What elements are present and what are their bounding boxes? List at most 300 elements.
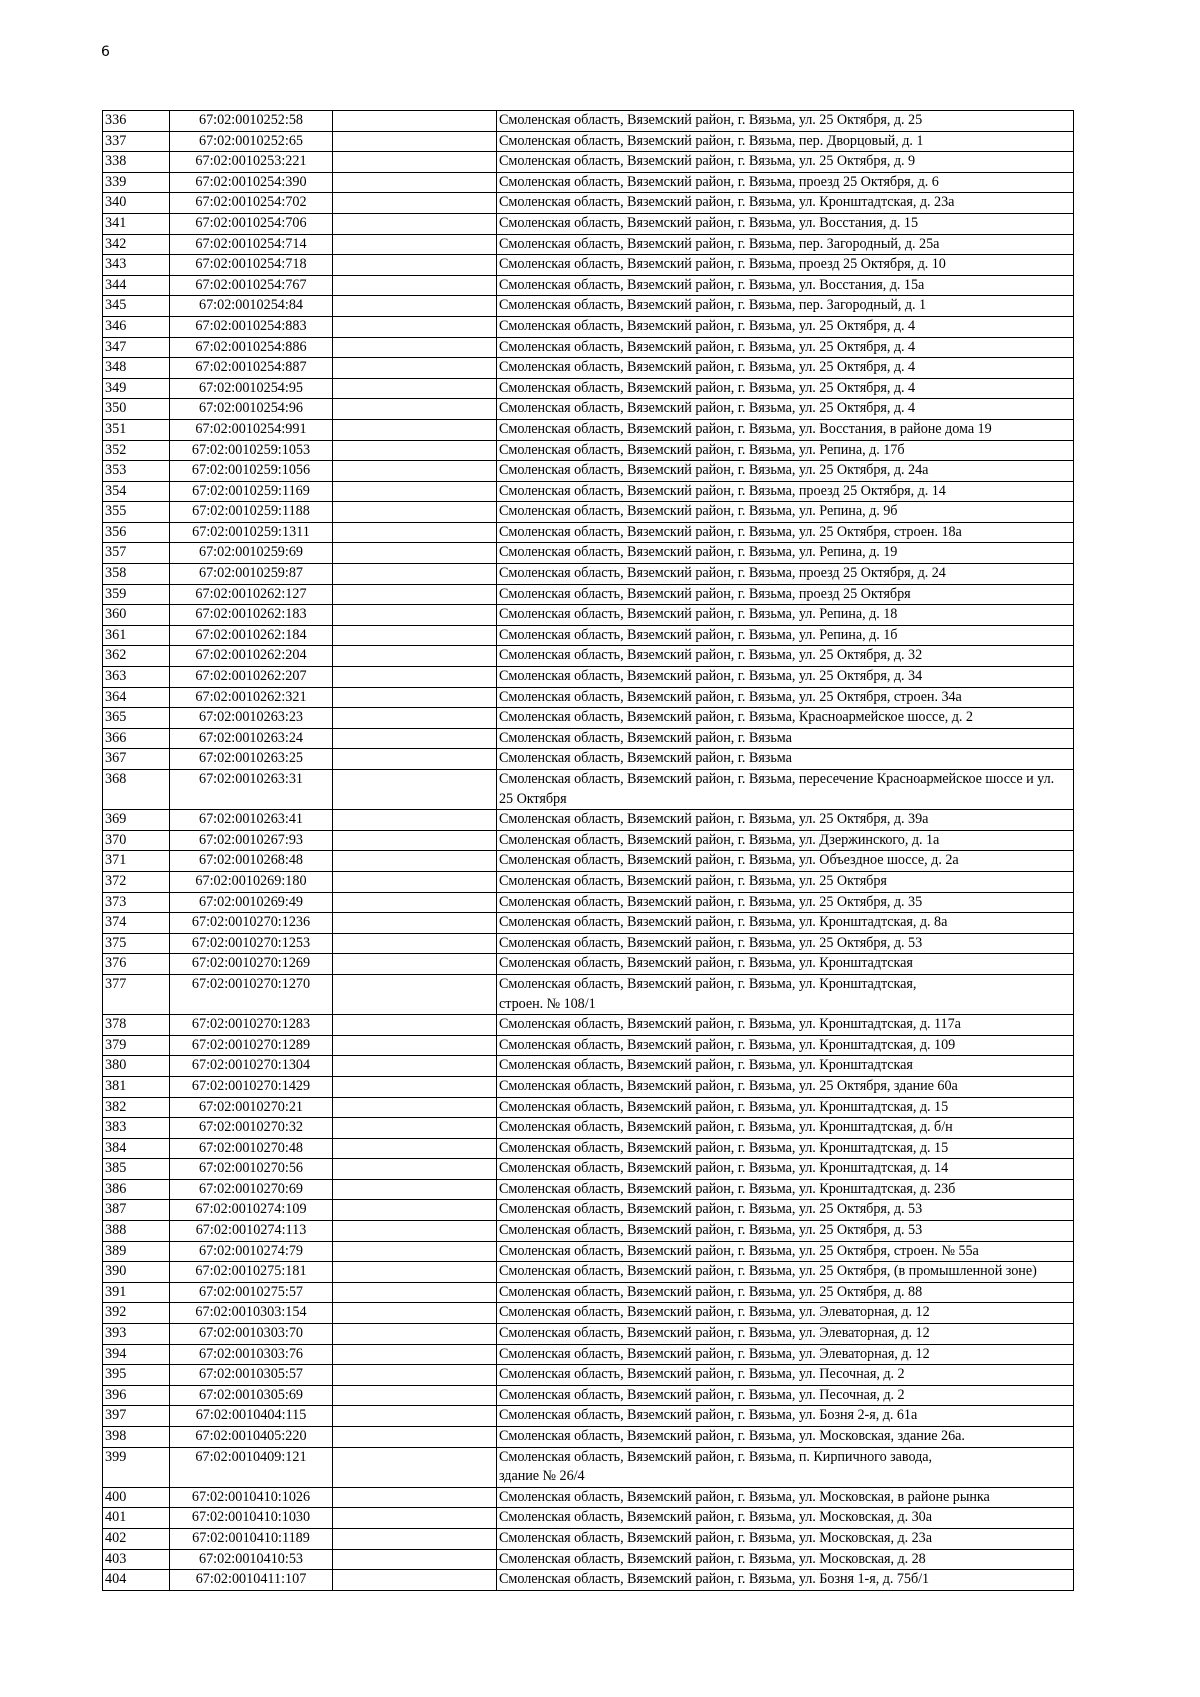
cadastral-number-cell: 67:02:0010270:1304 <box>170 1056 333 1077</box>
address-cell <box>497 1056 1074 1077</box>
row-number-cell: 396 <box>103 1385 170 1406</box>
address-cell <box>497 502 1074 523</box>
address-cell <box>497 625 1074 646</box>
row-number-cell: 399 <box>103 1447 170 1487</box>
table-row <box>103 933 1074 954</box>
address-text: Смоленская область, Вяземский район, г. Вязьма, ул. Репина, д. 17б <box>499 441 905 458</box>
address-text: Смоленская область, Вяземский район, г. Вязьма, ул. Кронштадтская <box>499 955 913 972</box>
address-cell <box>497 1097 1074 1118</box>
address-cell <box>497 1118 1074 1139</box>
address-cell <box>497 646 1074 667</box>
address-cell <box>497 1570 1074 1591</box>
empty-cell <box>333 1365 497 1386</box>
row-number-cell: 378 <box>103 1015 170 1036</box>
row-number-cell: 353 <box>103 461 170 482</box>
address-cell <box>497 193 1074 214</box>
address-cell <box>497 337 1074 358</box>
table-row <box>103 378 1074 399</box>
cadastral-number-cell: 67:02:0010259:69 <box>170 543 333 564</box>
table-row <box>103 1282 1074 1303</box>
cadastral-number-cell: 67:02:0010254:84 <box>170 296 333 317</box>
cadastral-number-cell: 67:02:0010254:96 <box>170 399 333 420</box>
table-row <box>103 1015 1074 1036</box>
empty-cell <box>333 851 497 872</box>
row-number-cell: 342 <box>103 234 170 255</box>
table-row <box>103 605 1074 626</box>
table-row <box>103 1344 1074 1365</box>
address-cell <box>497 1221 1074 1242</box>
table-row <box>103 502 1074 523</box>
table-row <box>103 830 1074 851</box>
cadastral-number-cell: 67:02:0010269:49 <box>170 892 333 913</box>
table-row <box>103 1487 1074 1508</box>
address-cell <box>497 1508 1074 1529</box>
cadastral-number-cell: 67:02:0010267:93 <box>170 830 333 851</box>
empty-cell <box>333 1076 497 1097</box>
address-cell <box>497 1549 1074 1570</box>
address-text: Смоленская область, Вяземский район, г. Вязьма, п. Кирпичного завода, <box>499 1448 933 1465</box>
row-number-cell: 363 <box>103 667 170 688</box>
row-number-cell: 347 <box>103 337 170 358</box>
row-number-cell: 360 <box>103 605 170 626</box>
address-cell <box>497 584 1074 605</box>
table-row <box>103 810 1074 831</box>
cadastral-number-cell: 67:02:0010259:1053 <box>170 440 333 461</box>
row-number-cell: 351 <box>103 419 170 440</box>
table-row <box>103 1549 1074 1570</box>
address-cell <box>497 172 1074 193</box>
address-cell <box>497 728 1074 749</box>
row-number-cell: 382 <box>103 1097 170 1118</box>
empty-cell <box>333 708 497 729</box>
cadastral-number-cell: 67:02:0010254:991 <box>170 419 333 440</box>
address-text: Смоленская область, Вяземский район, г. Вязьма, ул. 25 Октября, строен. № 55а <box>499 1242 979 1259</box>
table-row <box>103 667 1074 688</box>
address-cell <box>497 378 1074 399</box>
table-row <box>103 172 1074 193</box>
empty-cell <box>333 1570 497 1591</box>
address-text: Смоленская область, Вяземский район, г. Вязьма, ул. 25 Октября, д. 4 <box>499 400 916 417</box>
address-cell <box>497 1365 1074 1386</box>
row-number-cell: 346 <box>103 316 170 337</box>
address-cell <box>497 851 1074 872</box>
address-cell <box>497 810 1074 831</box>
empty-cell <box>333 1324 497 1345</box>
address-cell <box>497 1200 1074 1221</box>
empty-cell <box>333 461 497 482</box>
table-row <box>103 584 1074 605</box>
address-text: Смоленская область, Вяземский район, г. Вязьма, ул. 25 Октября, д. 4 <box>499 317 916 334</box>
address-cell <box>497 830 1074 851</box>
row-number-cell: 368 <box>103 770 170 810</box>
cadastral-number-cell: 67:02:0010259:1056 <box>170 461 333 482</box>
address-text: Смоленская область, Вяземский район, г. Вязьма, проезд 25 Октября, д. 14 <box>499 482 946 499</box>
address-text: Смоленская область, Вяземский район, г. Вязьма, ул. Кронштадтская, <box>499 975 917 992</box>
table-row <box>103 522 1074 543</box>
row-number-cell: 387 <box>103 1200 170 1221</box>
cadastral-number-cell: 67:02:0010410:53 <box>170 1549 333 1570</box>
address-text: Смоленская область, Вяземский район, г. Вязьма, пересечение Красноармейское шоссе и ул. 25 Октября <box>499 771 1055 807</box>
page-number: 6 <box>101 44 110 60</box>
empty-cell <box>333 1159 497 1180</box>
row-number-cell: 379 <box>103 1035 170 1056</box>
table-row <box>103 687 1074 708</box>
address-cell <box>497 1241 1074 1262</box>
table-row <box>103 1241 1074 1262</box>
address-text: Смоленская область, Вяземский район, г. Вязьма, пер. Загородный, д. 25а <box>499 235 940 252</box>
table-row <box>103 1118 1074 1139</box>
empty-cell <box>333 1549 497 1570</box>
cadastral-number-cell: 67:02:0010275:181 <box>170 1262 333 1283</box>
row-number-cell: 401 <box>103 1508 170 1529</box>
address-cell <box>497 296 1074 317</box>
address-cell <box>497 522 1074 543</box>
row-number-cell: 375 <box>103 933 170 954</box>
address-text: Смоленская область, Вяземский район, г. Вязьма, ул. 25 Октября, здание 60а <box>499 1077 958 1094</box>
row-number-cell: 341 <box>103 213 170 234</box>
cadastral-number-cell: 67:02:0010411:107 <box>170 1570 333 1591</box>
row-number-cell: 358 <box>103 564 170 585</box>
cadastral-number-cell: 67:02:0010303:76 <box>170 1344 333 1365</box>
row-number-cell: 340 <box>103 193 170 214</box>
table-row <box>103 1159 1074 1180</box>
address-cell <box>497 770 1074 810</box>
address-text: Смоленская область, Вяземский район, г. Вязьма, ул. Бозня 1-я, д. 75б/1 <box>499 1571 930 1588</box>
cadastral-number-cell: 67:02:0010270:69 <box>170 1179 333 1200</box>
address-text: Смоленская область, Вяземский район, г. Вязьма, ул. Бозня 2-я, д. 61а <box>499 1407 918 1424</box>
table-row <box>103 461 1074 482</box>
table-row <box>103 871 1074 892</box>
table-row <box>103 234 1074 255</box>
address-text: Смоленская область, Вяземский район, г. Вязьма, пер. Дворцовый, д. 1 <box>499 132 924 149</box>
address-cell <box>497 234 1074 255</box>
address-cell <box>497 1015 1074 1036</box>
address-cell <box>497 461 1074 482</box>
empty-cell <box>333 502 497 523</box>
empty-cell <box>333 275 497 296</box>
empty-cell <box>333 1487 497 1508</box>
empty-cell <box>333 1344 497 1365</box>
row-number-cell: 352 <box>103 440 170 461</box>
table-row <box>103 1427 1074 1448</box>
cadastral-number-cell: 67:02:0010270:1283 <box>170 1015 333 1036</box>
table-row <box>103 851 1074 872</box>
empty-cell <box>333 1262 497 1283</box>
registry-table-body <box>103 111 1074 1591</box>
cadastral-number-cell: 67:02:0010252:65 <box>170 131 333 152</box>
address-text: Смоленская область, Вяземский район, г. Вязьма, ул. Кронштадтская, д. 109 <box>499 1036 956 1053</box>
address-cell <box>497 543 1074 564</box>
empty-cell <box>333 172 497 193</box>
empty-cell <box>333 954 497 975</box>
table-row <box>103 770 1074 810</box>
address-text: Смоленская область, Вяземский район, г. Вязьма, ул. 25 Октября <box>499 872 887 889</box>
cadastral-number-cell: 67:02:0010254:886 <box>170 337 333 358</box>
cadastral-number-cell: 67:02:0010254:883 <box>170 316 333 337</box>
empty-cell <box>333 749 497 770</box>
empty-cell <box>333 728 497 749</box>
row-number-cell: 362 <box>103 646 170 667</box>
cadastral-number-cell: 67:02:0010259:1169 <box>170 481 333 502</box>
table-row <box>103 892 1074 913</box>
row-number-cell: 350 <box>103 399 170 420</box>
address-text: Смоленская область, Вяземский район, г. Вязьма, ул. Московская, д. 28 <box>499 1550 926 1567</box>
address-text: Смоленская область, Вяземский район, г. Вязьма, ул. Кронштадтская, д. б/н <box>499 1119 953 1136</box>
empty-cell <box>333 131 497 152</box>
address-text: Смоленская область, Вяземский район, г. Вязьма, ул. Репина, д. 1б <box>499 626 898 643</box>
address-text: Смоленская область, Вяземский район, г. Вязьма, ул. 25 Октября, строен. 18а <box>499 523 962 540</box>
address-text-continuation: строен. № 108/1 <box>499 995 596 1012</box>
row-number-cell: 338 <box>103 152 170 173</box>
empty-cell <box>333 255 497 276</box>
empty-cell <box>333 871 497 892</box>
table-row <box>103 708 1074 729</box>
cadastral-number-cell: 67:02:0010254:706 <box>170 213 333 234</box>
address-text: Смоленская область, Вяземский район, г. Вязьма, ул. 25 Октября, д. 88 <box>499 1283 923 1300</box>
cadastral-number-cell: 67:02:0010274:113 <box>170 1221 333 1242</box>
row-number-cell: 357 <box>103 543 170 564</box>
cadastral-number-cell: 67:02:0010269:180 <box>170 871 333 892</box>
address-text: Смоленская область, Вяземский район, г. Вязьма, ул. Московская, д. 30а <box>499 1509 932 1526</box>
row-number-cell: 365 <box>103 708 170 729</box>
row-number-cell: 366 <box>103 728 170 749</box>
row-number-cell: 364 <box>103 687 170 708</box>
empty-cell <box>333 1138 497 1159</box>
address-cell <box>497 933 1074 954</box>
table-row <box>103 954 1074 975</box>
address-text: Смоленская область, Вяземский район, г. Вязьма, ул. 25 Октября, д. 4 <box>499 338 916 355</box>
address-cell <box>497 1447 1074 1487</box>
address-text: Смоленская область, Вяземский район, г. Вязьма, ул. Элеваторная, д. 12 <box>499 1304 930 1321</box>
address-cell <box>497 954 1074 975</box>
address-text: Смоленская область, Вяземский район, г. Вязьма, Красноармейское шоссе, д. 2 <box>499 709 973 726</box>
address-text: Смоленская область, Вяземский район, г. Вязьма, ул. 25 Октября, д. 25 <box>499 112 923 128</box>
row-number-cell: 337 <box>103 131 170 152</box>
address-cell <box>497 1427 1074 1448</box>
table-row <box>103 358 1074 379</box>
row-number-cell: 345 <box>103 296 170 317</box>
row-number-cell: 383 <box>103 1118 170 1139</box>
address-text: Смоленская область, Вяземский район, г. Вязьма, ул. 25 Октября, д. 53 <box>499 934 923 951</box>
address-cell <box>497 1262 1074 1283</box>
table-row <box>103 193 1074 214</box>
address-cell <box>497 564 1074 585</box>
row-number-cell: 354 <box>103 481 170 502</box>
row-number-cell: 400 <box>103 1487 170 1508</box>
empty-cell <box>333 522 497 543</box>
address-text-continuation: здание № 26/4 <box>499 1468 585 1485</box>
cadastral-number-cell: 67:02:0010268:48 <box>170 851 333 872</box>
empty-cell <box>333 378 497 399</box>
address-text: Смоленская область, Вяземский район, г. Вязьма <box>499 750 792 767</box>
row-number-cell: 348 <box>103 358 170 379</box>
address-cell <box>497 440 1074 461</box>
address-text: Смоленская область, Вяземский район, г. Вязьма, ул. Кронштадтская, д. 23б <box>499 1180 956 1197</box>
cadastral-number-cell: 67:02:0010262:127 <box>170 584 333 605</box>
table-row <box>103 749 1074 770</box>
cadastral-number-cell: 67:02:0010263:24 <box>170 728 333 749</box>
address-text: Смоленская область, Вяземский район, г. Вязьма, ул. Московская, здание 26а. <box>499 1428 965 1444</box>
empty-cell <box>333 933 497 954</box>
cadastral-number-cell: 67:02:0010254:390 <box>170 172 333 193</box>
table-row <box>103 255 1074 276</box>
address-text: Смоленская область, Вяземский район, г. Вязьма, ул. Московская, д. 23а <box>499 1529 932 1546</box>
row-number-cell: 394 <box>103 1344 170 1365</box>
cadastral-number-cell: 67:02:0010270:1253 <box>170 933 333 954</box>
cadastral-number-cell: 67:02:0010275:57 <box>170 1282 333 1303</box>
empty-cell <box>333 830 497 851</box>
cadastral-number-cell: 67:02:0010410:1030 <box>170 1508 333 1529</box>
empty-cell <box>333 687 497 708</box>
cadastral-registry-table <box>102 110 1074 1591</box>
row-number-cell: 344 <box>103 275 170 296</box>
empty-cell <box>333 770 497 810</box>
address-cell <box>497 667 1074 688</box>
table-row <box>103 913 1074 934</box>
cadastral-number-cell: 67:02:0010263:23 <box>170 708 333 729</box>
table-row <box>103 1447 1074 1487</box>
empty-cell <box>333 419 497 440</box>
row-number-cell: 392 <box>103 1303 170 1324</box>
address-cell <box>497 605 1074 626</box>
table-row <box>103 1324 1074 1345</box>
address-cell <box>497 1528 1074 1549</box>
row-number-cell: 377 <box>103 974 170 1014</box>
address-text: Смоленская область, Вяземский район, г. Вязьма, ул. Песочная, д. 2 <box>499 1386 905 1403</box>
table-row <box>103 337 1074 358</box>
empty-cell <box>333 358 497 379</box>
empty-cell <box>333 399 497 420</box>
address-text: Смоленская область, Вяземский район, г. Вязьма, ул. Репина, д. 9б <box>499 503 898 520</box>
cadastral-number-cell: 67:02:0010262:207 <box>170 667 333 688</box>
table-row <box>103 1528 1074 1549</box>
table-row <box>103 625 1074 646</box>
cadastral-number-cell: 67:02:0010303:70 <box>170 1324 333 1345</box>
table-row <box>103 1262 1074 1283</box>
row-number-cell: 372 <box>103 871 170 892</box>
row-number-cell: 390 <box>103 1262 170 1283</box>
address-text: Смоленская область, Вяземский район, г. Вязьма, ул. Кронштадтская, д. 23а <box>499 194 955 211</box>
empty-cell <box>333 440 497 461</box>
table-row <box>103 296 1074 317</box>
table-row <box>103 1221 1074 1242</box>
cadastral-number-cell: 67:02:0010410:1189 <box>170 1528 333 1549</box>
address-text: Смоленская область, Вяземский район, г. Вязьма, проезд 25 Октября, д. 24 <box>499 565 946 582</box>
empty-cell <box>333 892 497 913</box>
address-text: Смоленская область, Вяземский район, г. Вязьма, ул. 25 Октября, д. 35 <box>499 893 923 910</box>
table-row <box>103 974 1074 1014</box>
cadastral-number-cell: 67:02:0010405:220 <box>170 1427 333 1448</box>
address-text: Смоленская область, Вяземский район, г. Вязьма, ул. 25 Октября, д. 4 <box>499 359 916 376</box>
empty-cell <box>333 234 497 255</box>
address-cell <box>497 913 1074 934</box>
empty-cell <box>333 1056 497 1077</box>
address-cell <box>497 687 1074 708</box>
cadastral-number-cell: 67:02:0010270:32 <box>170 1118 333 1139</box>
cadastral-number-cell: 67:02:0010254:702 <box>170 193 333 214</box>
table-row <box>103 728 1074 749</box>
address-cell <box>497 275 1074 296</box>
row-number-cell: 371 <box>103 851 170 872</box>
address-cell <box>497 1282 1074 1303</box>
empty-cell <box>333 1035 497 1056</box>
cadastral-number-cell: 67:02:0010254:887 <box>170 358 333 379</box>
address-cell <box>497 255 1074 276</box>
address-text: Смоленская область, Вяземский район, г. Вязьма, ул. Кронштадтская, д. 117а <box>499 1016 961 1033</box>
address-text: Смоленская область, Вяземский район, г. Вязьма, ул. 25 Октября, д. 24а <box>499 462 929 479</box>
address-text: Смоленская область, Вяземский район, г. Вязьма, ул. Репина, д. 19 <box>499 544 898 561</box>
address-text: Смоленская область, Вяземский район, г. Вязьма, ул. Восстания, д. 15а <box>499 276 925 293</box>
address-cell <box>497 1138 1074 1159</box>
table-row <box>103 1200 1074 1221</box>
address-text: Смоленская область, Вяземский район, г. Вязьма, ул. Кронштадтская, д. 15 <box>499 1139 949 1156</box>
row-number-cell: 373 <box>103 892 170 913</box>
cadastral-number-cell: 67:02:0010259:1188 <box>170 502 333 523</box>
table-row <box>103 152 1074 173</box>
address-cell <box>497 1487 1074 1508</box>
cadastral-number-cell: 67:02:0010404:115 <box>170 1406 333 1427</box>
empty-cell <box>333 564 497 585</box>
cadastral-number-cell: 67:02:0010270:1236 <box>170 913 333 934</box>
table-row <box>103 1570 1074 1591</box>
row-number-cell: 403 <box>103 1549 170 1570</box>
empty-cell <box>333 974 497 1014</box>
address-text: Смоленская область, Вяземский район, г. Вязьма, ул. 25 Октября, д. 34 <box>499 668 923 685</box>
table-row <box>103 1508 1074 1529</box>
empty-cell <box>333 646 497 667</box>
row-number-cell: 369 <box>103 810 170 831</box>
table-row <box>103 213 1074 234</box>
address-text: Смоленская область, Вяземский район, г. Вязьма, проезд 25 Октября, д. 6 <box>499 173 939 190</box>
row-number-cell: 398 <box>103 1427 170 1448</box>
empty-cell <box>333 213 497 234</box>
address-cell <box>497 481 1074 502</box>
table-row <box>103 1138 1074 1159</box>
address-cell <box>497 1385 1074 1406</box>
address-cell <box>497 316 1074 337</box>
row-number-cell: 359 <box>103 584 170 605</box>
empty-cell <box>333 1241 497 1262</box>
table-row <box>103 275 1074 296</box>
address-text: Смоленская область, Вяземский район, г. Вязьма, пер. Загородный, д. 1 <box>499 297 927 314</box>
address-text: Смоленская область, Вяземский район, г. Вязьма, ул. Репина, д. 18 <box>499 606 898 623</box>
row-number-cell: 402 <box>103 1528 170 1549</box>
address-text: Смоленская область, Вяземский район, г. Вязьма, проезд 25 Октября <box>499 585 911 602</box>
address-text: Смоленская область, Вяземский район, г. Вязьма, ул. 25 Октября, д. 53 <box>499 1222 923 1239</box>
cadastral-number-cell: 67:02:0010263:25 <box>170 749 333 770</box>
address-text: Смоленская область, Вяземский район, г. Вязьма, ул. 25 Октября, (в промышленной зоне) <box>499 1263 1037 1280</box>
address-cell <box>497 1324 1074 1345</box>
address-text: Смоленская область, Вяземский район, г. Вязьма, ул. Восстания, д. 15 <box>499 214 918 231</box>
empty-cell <box>333 1508 497 1529</box>
address-text: Смоленская область, Вяземский район, г. Вязьма <box>499 729 792 746</box>
empty-cell <box>333 1385 497 1406</box>
row-number-cell: 343 <box>103 255 170 276</box>
cadastral-number-cell: 67:02:0010305:69 <box>170 1385 333 1406</box>
cadastral-number-cell: 67:02:0010270:1429 <box>170 1076 333 1097</box>
row-number-cell: 355 <box>103 502 170 523</box>
address-cell <box>497 358 1074 379</box>
empty-cell <box>333 296 497 317</box>
table-row <box>103 1076 1074 1097</box>
row-number-cell: 404 <box>103 1570 170 1591</box>
address-text: Смоленская область, Вяземский район, г. Вязьма, ул. Кронштадтская, д. 14 <box>499 1160 949 1177</box>
address-text: Смоленская область, Вяземский район, г. Вязьма, ул. 25 Октября, д. 39а <box>499 811 929 828</box>
empty-cell <box>333 543 497 564</box>
address-cell <box>497 749 1074 770</box>
cadastral-number-cell: 67:02:0010270:1269 <box>170 954 333 975</box>
address-text: Смоленская область, Вяземский район, г. Вязьма, ул. 25 Октября, д. 53 <box>499 1201 923 1218</box>
